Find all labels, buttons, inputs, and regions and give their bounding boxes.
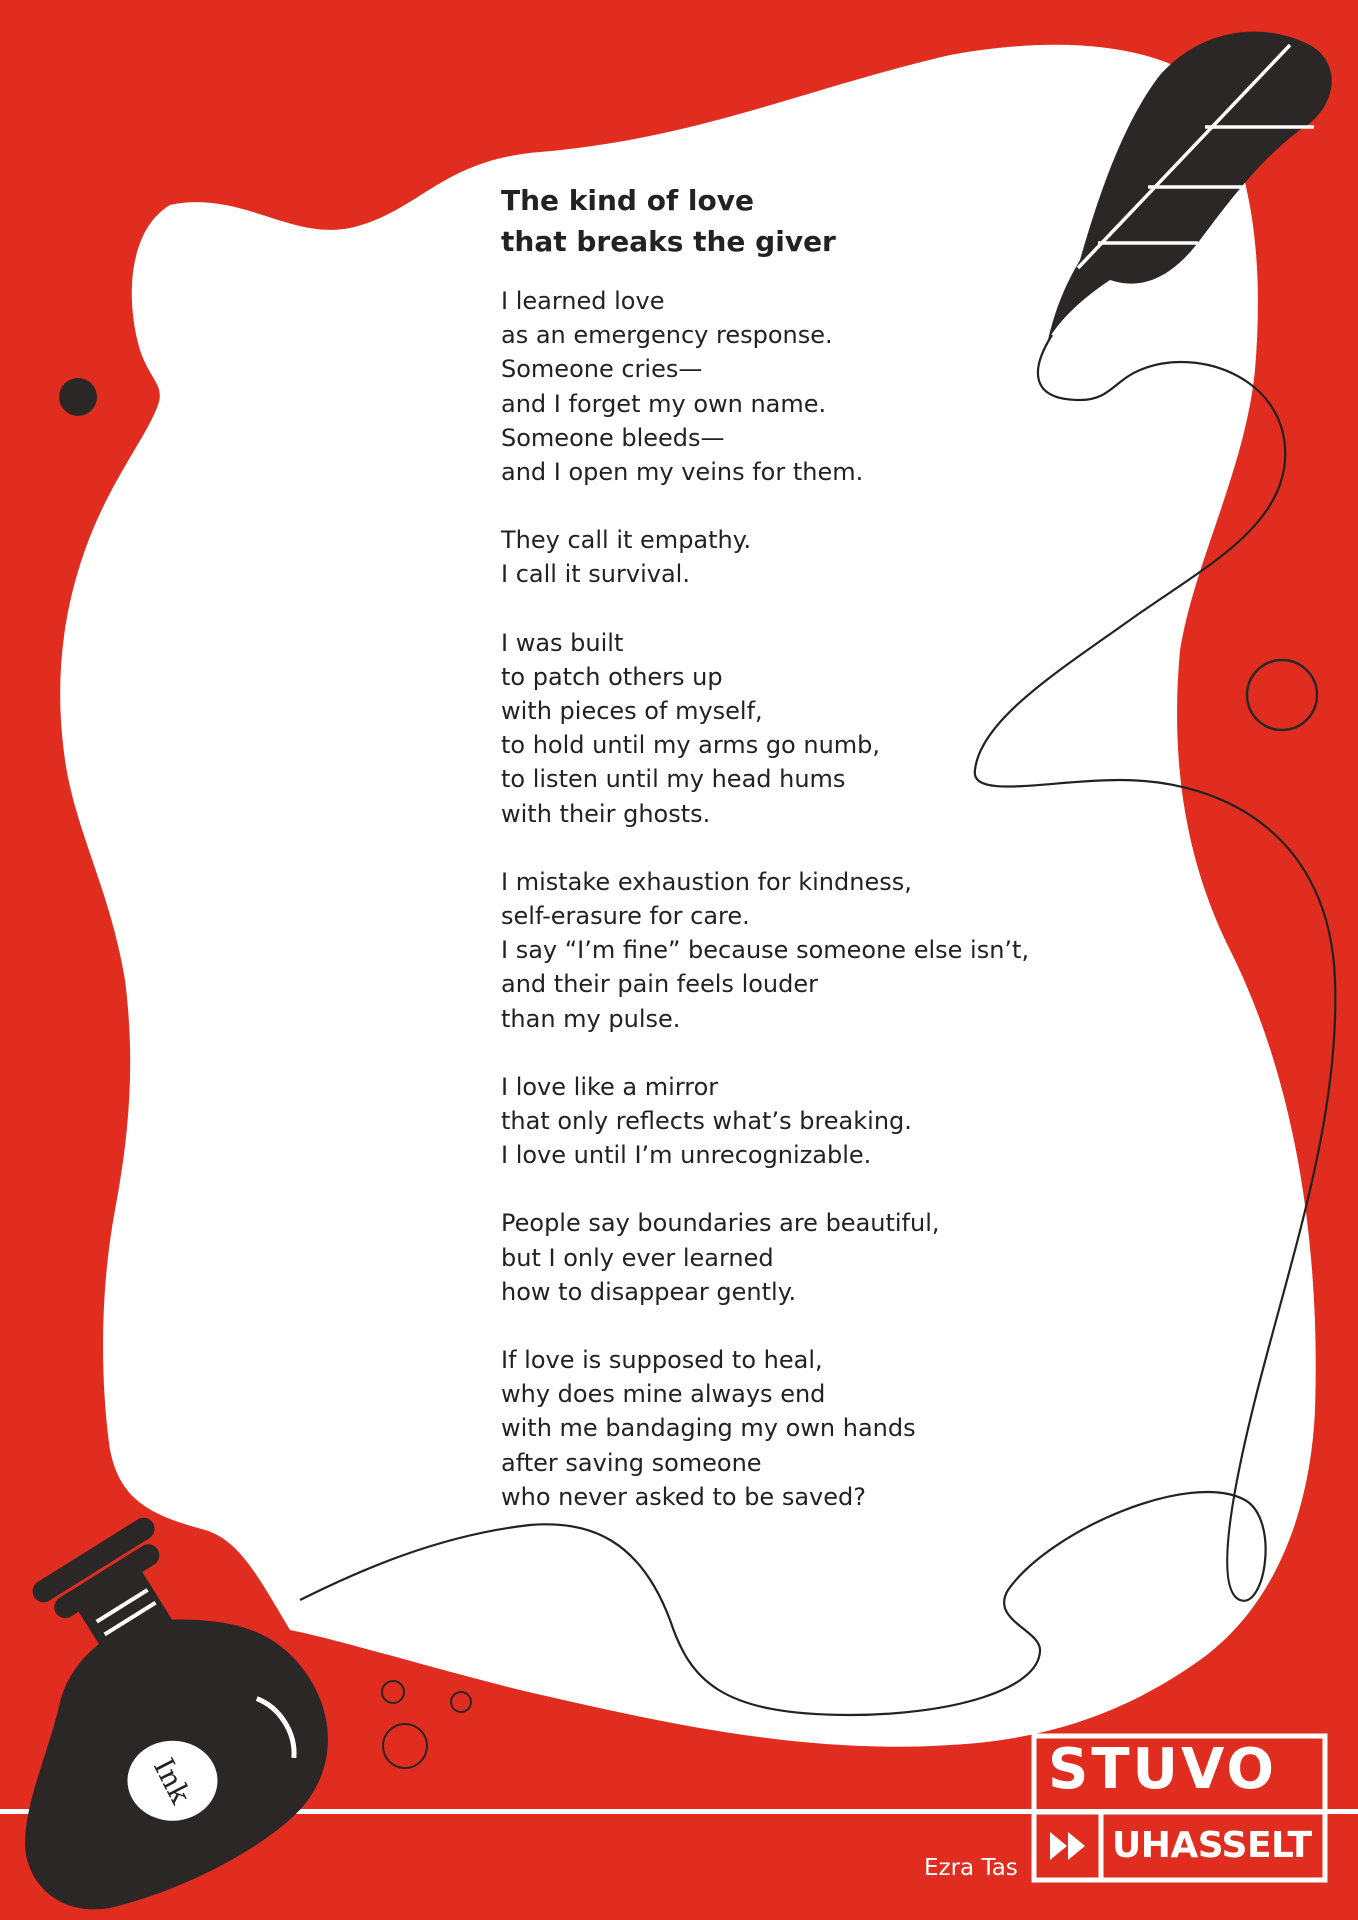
poem-line: They call it empathy. <box>501 526 752 555</box>
title-line: that breaks the giver <box>501 225 836 258</box>
stanza <box>501 1206 1021 1309</box>
poem-line: and their pain feels louder <box>501 970 818 999</box>
poem-line: and I forget my own name. <box>501 389 827 418</box>
poem-line: I learned love <box>501 287 665 315</box>
poem-line: and I open my veins for them. <box>501 458 864 487</box>
poem-line: I was built <box>501 628 624 657</box>
stanza <box>501 626 1021 831</box>
poem-line: I love until I’m unrecognizable. <box>501 1141 872 1170</box>
stanza <box>501 523 1021 591</box>
logo-uhasselt-text: UHASSELT <box>1112 1825 1312 1866</box>
stanza <box>501 284 1021 489</box>
poem-line: Someone cries— <box>501 355 703 384</box>
poem-line: to patch others up <box>501 662 723 691</box>
poem-line: with me bandaging my own hands <box>501 1414 916 1443</box>
poem-line: I love like a mirror <box>501 1072 719 1101</box>
poem-line: that only reflects what’s breaking. <box>501 1107 912 1136</box>
poem-line: why does mine always end <box>501 1380 826 1409</box>
poem <box>501 180 1030 1548</box>
poem-line: self-erasure for care. <box>501 902 750 931</box>
poem-line: Someone bleeds— <box>501 423 725 452</box>
poem-line: I mistake exhaustion for kindness, <box>501 867 912 896</box>
poem-line: with pieces of myself, <box>501 697 763 726</box>
poem-line: If love is supposed to heal, <box>501 1346 823 1375</box>
poem-title <box>501 180 1021 262</box>
poem-line: to listen until my head hums <box>501 765 846 794</box>
title-line: The kind of love <box>501 184 754 217</box>
stanza <box>501 865 1030 1036</box>
poem-line: I say “I’m fine” because someone else isn’t, <box>501 936 1030 965</box>
ink-bottle-label: Ink <box>146 1752 198 1809</box>
poem-line: how to disappear gently. <box>501 1277 797 1306</box>
poem-line: who never asked to be saved? <box>501 1482 866 1511</box>
logo-stuvo-text: STUVO <box>1048 1737 1277 1802</box>
poem-line: but I only ever learned <box>501 1243 774 1272</box>
poem-line: than my pulse. <box>501 1004 681 1033</box>
poem-line: I call it survival. <box>501 560 690 589</box>
poem-line: to hold until my arms go numb, <box>501 731 881 760</box>
stanza <box>501 1070 1021 1173</box>
poem-line: with their ghosts. <box>501 799 711 828</box>
author-name: Ezra Tas <box>924 1855 1018 1881</box>
stanza <box>501 1343 1021 1514</box>
dot-decoration <box>59 378 97 416</box>
poem-line: People say boundaries are beautiful, <box>501 1209 940 1238</box>
poem-line: as an emergency response. <box>501 321 833 350</box>
poem-line: after saving someone <box>501 1448 762 1477</box>
